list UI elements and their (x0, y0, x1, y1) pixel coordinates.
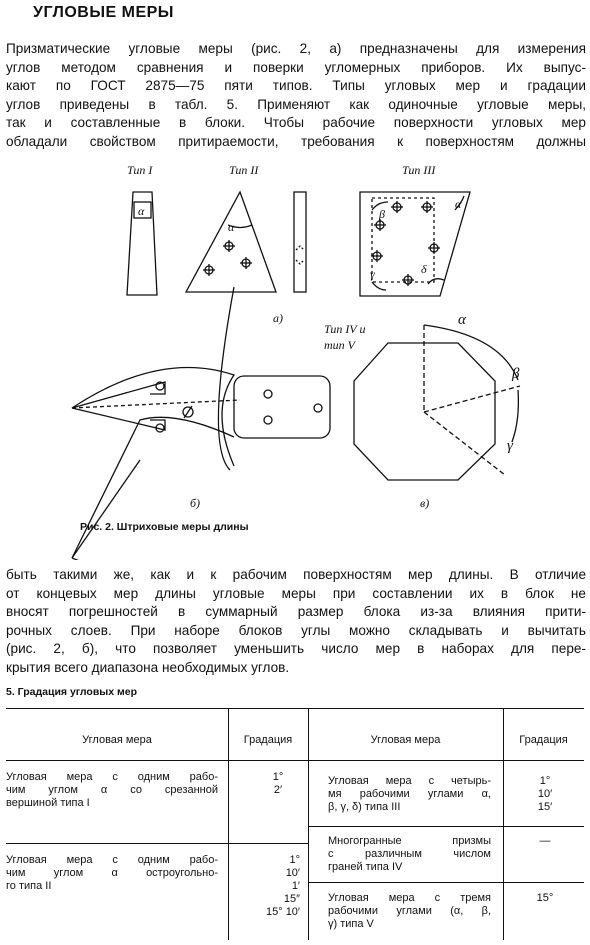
table-cell-gradation: — (539, 835, 551, 847)
figure-v-octagon (354, 325, 520, 480)
table-header-rule (6, 760, 584, 761)
type-iii-gauge (360, 192, 470, 296)
text-line: (рис. 2, б), что позволяет уменьшить число мер в наборах для пере- (6, 641, 586, 657)
table-title: 5. Градация угловых мер (6, 686, 138, 698)
text-line: от концевых мер длины угловые меры при составлении их в блок не (6, 585, 586, 601)
header-measure: Угловая мера (82, 734, 152, 746)
label-type-i: Тип I (127, 163, 153, 177)
text-line: углов приведены в табл. 5. Применяют как одиночные угловые меры, (6, 96, 586, 112)
table-cell-measure (328, 835, 491, 874)
type-ii-gauge (186, 192, 276, 292)
cell-line: Угловая мера с четырь- (328, 775, 491, 787)
table-cell-measure (328, 775, 491, 814)
cell-line: 15′ (537, 801, 553, 813)
table-cell-measure (6, 771, 218, 810)
cell-line: γ) типа V (328, 918, 374, 930)
cell-line: 1° (289, 854, 300, 866)
cell-line: 10′ (285, 867, 300, 879)
cell-line: Угловая мера с тремя (328, 892, 491, 904)
text-line: рочных слоев. При наборе блоков углы можно складывать и вычитать (6, 622, 586, 638)
text-line: Призматические угловые меры (рис. 2, а) предназначены для измерения (6, 41, 586, 56)
figure-b-assembly (72, 287, 330, 560)
cell-line: Многогранные призмы (328, 835, 491, 847)
angle-gamma-v: γ (507, 438, 513, 454)
type-ii-side-view (294, 192, 306, 292)
cell-line: вершиной типа I (6, 797, 90, 809)
table-cell-gradation (238, 854, 300, 919)
angle-beta-v: β (512, 366, 520, 382)
table-row-rule (308, 882, 584, 883)
figure-caption: Рис. 2. Штриховые меры длины (80, 521, 249, 533)
text-line: вносят погрешностей в суммарный размер блока из-за влияния прити- (6, 604, 586, 620)
intro-paragraph (6, 40, 586, 152)
table-cell-measure (6, 854, 218, 893)
angle-gamma-iii: γ (370, 267, 375, 281)
cell-line: го типа II (6, 880, 52, 892)
body-paragraph (6, 566, 586, 678)
cell-line: Угловая мера с одним рабо- (6, 771, 218, 783)
cell-line: 1° (539, 775, 551, 787)
cell-line: 2′ (273, 784, 283, 796)
text-line: так и составленные в блоки. Чтобы рабочие поверхности угловых мер (6, 115, 586, 131)
text-line: кают по ГОСТ 2875—75 пяти типов. Типы угловых мер и градации (6, 78, 586, 94)
cell-line: 15° 10′ (266, 906, 300, 918)
table-cell-gradation (258, 771, 298, 797)
label-type-ii: Тип II (229, 163, 259, 177)
table-cell-measure (328, 892, 491, 931)
sublabel-a: а) (273, 311, 283, 325)
label-type-v: тип V (324, 338, 355, 352)
figure-angle-gauges (0, 150, 590, 560)
cell-line: 10′ (537, 788, 553, 800)
angle-alpha-ii: α (228, 220, 235, 234)
sublabel-v: в) (420, 496, 430, 510)
cell-line: чим углом α со срезанной (6, 784, 218, 796)
sublabel-b: б) (190, 496, 201, 510)
cell-line: 1° (272, 771, 284, 783)
cell-line: β, γ, δ) типа III (328, 801, 401, 813)
cell-line: граней типа IV (328, 861, 403, 873)
cell-line: с различным числом (328, 848, 491, 860)
table-top-rule (6, 708, 584, 709)
table-row-rule (308, 826, 584, 827)
label-type-iii: Тип III (402, 163, 436, 177)
cell-line: 1′ (291, 880, 300, 892)
cell-line: мя рабочими углами α, (328, 788, 491, 800)
angle-delta-iii: δ (421, 262, 427, 276)
label-type-iv: Тип IV и (324, 322, 366, 336)
angle-alpha-i: α (138, 204, 145, 218)
cell-line: 15″ (283, 893, 300, 905)
angle-alpha-v: α (458, 312, 466, 328)
text-line: быть такими же, как и к рабочим поверхностям мер длины. В отличие (6, 567, 586, 582)
page-heading: УГЛОВЫЕ МЕРЫ (33, 4, 174, 21)
angle-beta-iii: β (379, 207, 385, 221)
header-gradation: Градация (519, 734, 568, 746)
cell-line: Угловая мера с одним рабо- (6, 854, 218, 866)
figure-drawing (0, 150, 590, 560)
text-line: обладали свойством притираемости, требования к поверхностям должны (6, 133, 586, 149)
table-row-rule (6, 843, 308, 844)
text-line: крытия всего диапазона необходимых углов. (6, 659, 290, 675)
header-gradation: Градация (243, 734, 293, 746)
table-cell-gradation: 15° (536, 892, 554, 904)
cell-line: рабочими углами (α, β, (328, 905, 491, 917)
cell-line: чим углом α остроугольно- (6, 867, 218, 879)
text-line: углов методом сравнения и поверки угломерных приборов. Их выпус- (6, 59, 586, 75)
header-measure: Угловая мера (370, 734, 441, 746)
gradation-table (6, 708, 584, 940)
angle-alpha-iii: α (455, 197, 462, 211)
table-cell-gradation (523, 775, 567, 814)
